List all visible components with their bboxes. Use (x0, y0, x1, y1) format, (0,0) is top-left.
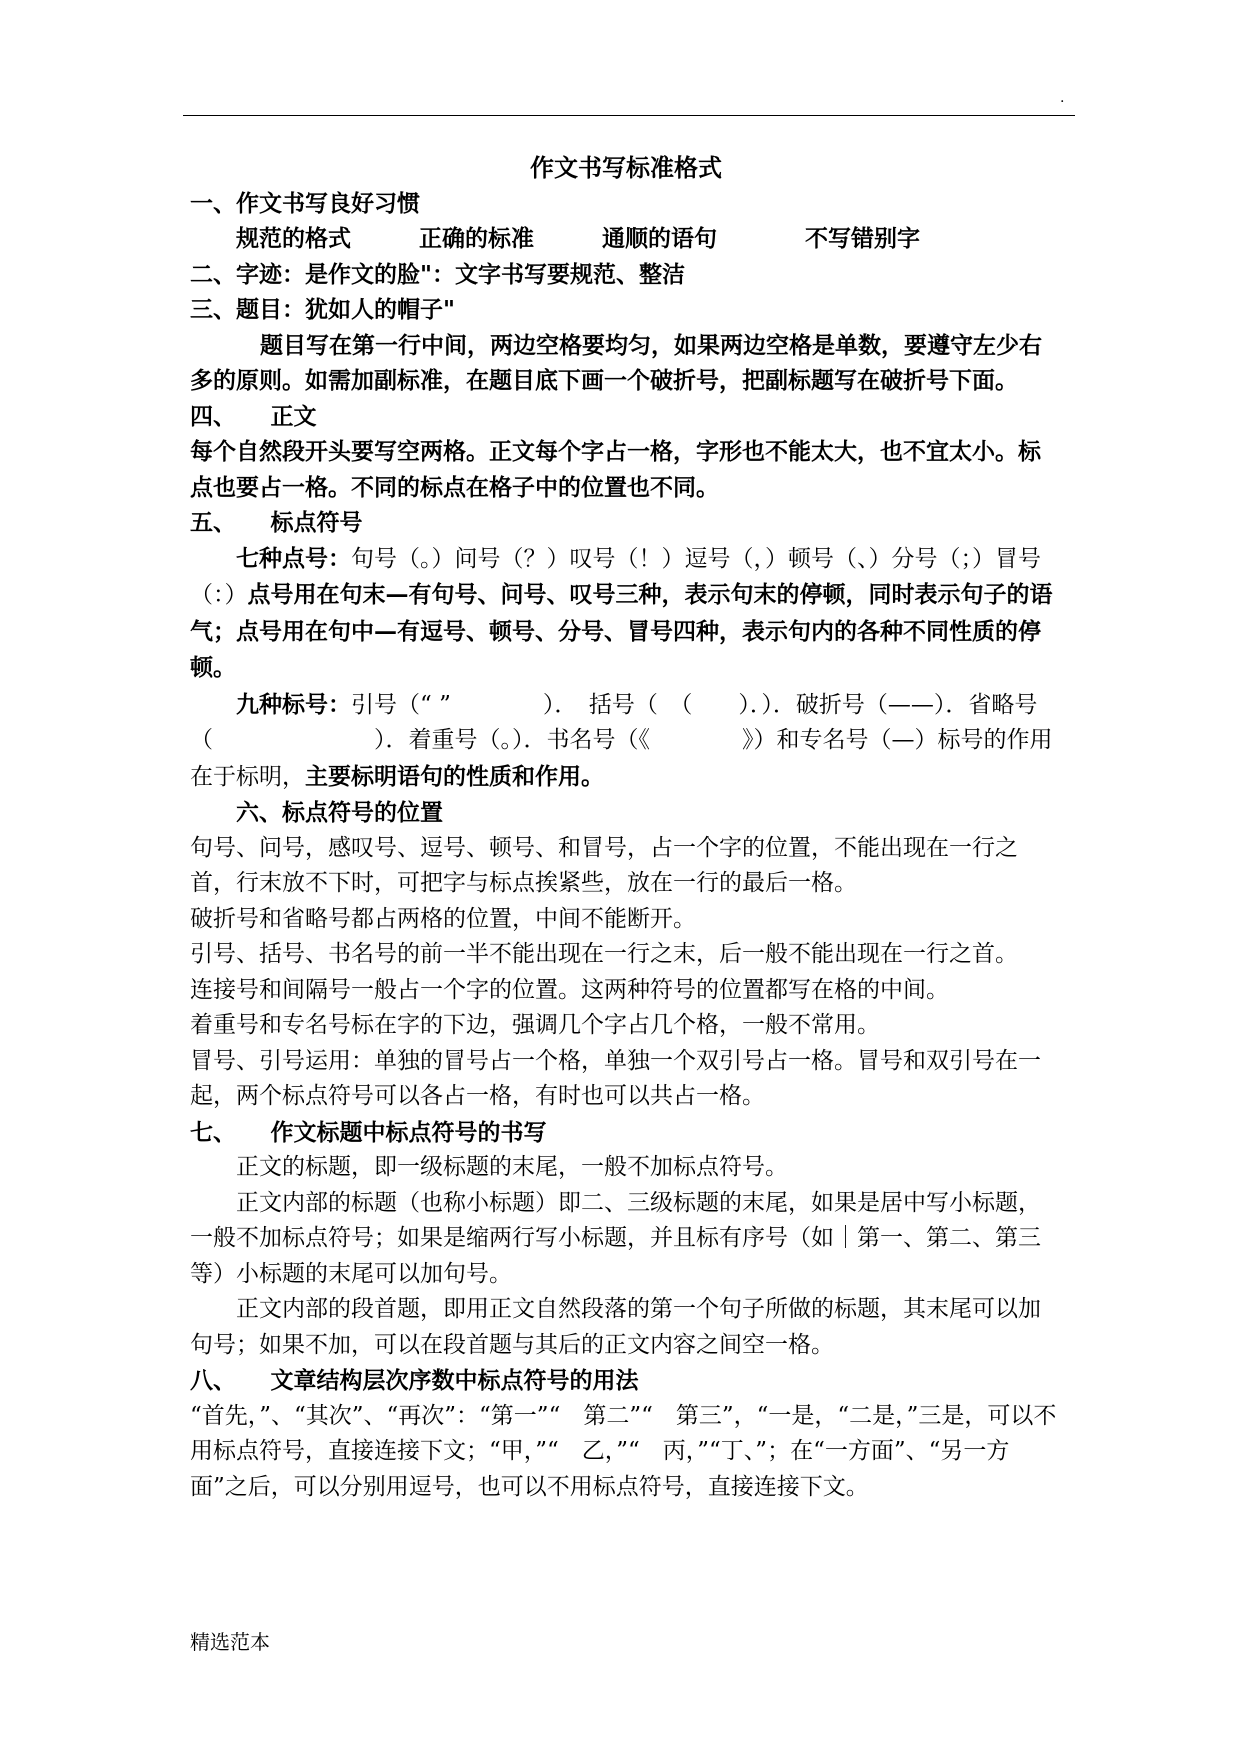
labeling-marks-explanation: 主要标明语句的性质和作用。 (305, 762, 604, 790)
section-1-heading: 一、作文书写良好习惯 (190, 189, 420, 217)
header-rule (183, 115, 1075, 116)
habit-item: 正确的标准 (419, 225, 535, 252)
section-5-heading: 五、 标点符号 (190, 509, 363, 536)
section-7-para: 正文内部的段首题，即用正文自然段落的第一个句子所做的标题，其末尾可以加句号；如果不加，可以在段首题与其后的正文内容之间空一格。 (190, 1296, 1041, 1358)
section-7-para: 正文内部的标题（也称小标题）即二、三级标题的末尾，如果是居中写小标题，一般不加标点符号；如果是缩两行写小标题，并且标有序号（如｜第一、第二、第三等）小标题的末尾可以加句号。 (190, 1189, 1041, 1287)
section-8-heading: 八、 文章结构层次序数中标点符号的用法 (190, 1367, 639, 1394)
document-body (190, 150, 1062, 1505)
section-6-heading: 六、标点符号的位置 (236, 799, 443, 826)
section-3-heading: 三、题目：犹如人的帽子" (190, 296, 455, 323)
section-6-line: 冒号、引号运用：单独的冒号占一个格，单独一个双引号占一格。冒号和双引号在一起，两个标点符号可以各占一格，有时也可以共占一格。 (190, 1047, 1041, 1109)
section-3-body: 题目写在第一行中间，两边空格要均匀，如果两边空格是单数，要遵守左少右多的原则。如需加副标准，在题目底下画一个破折号，把副标题写在破折号下面。 (190, 331, 1042, 394)
labeling-marks-label: 九种标号： (236, 690, 351, 718)
page-marker-dot: . (1060, 90, 1065, 106)
section-6-line: 引号、括号、书名号的前一半不能出现在一行之末，后一般不能出现在一行之首。 (190, 941, 1018, 967)
section-5-para-2 (190, 687, 1062, 796)
section-1-items (190, 221, 1062, 257)
section-6-line: 着重号和专名号标在字的下边，强调几个字占几个格，一般不常用。 (190, 1012, 880, 1038)
section-6-line: 破折号和省略号都占两格的位置，中间不能断开。 (190, 905, 696, 932)
section-5-para-1 (190, 541, 1062, 687)
section-7-heading: 七、 作文标题中标点符号的书写 (190, 1118, 547, 1146)
page-footer: 精选范本 (190, 1630, 270, 1654)
section-4-body: 每个自然段开头要写空两格。正文每个字占一格，字形也不能太大，也不宜太小。标点也要占一格。不同的标点在格子中的位置也不同。 (190, 438, 1041, 501)
section-4-heading: 四、 正文 (190, 402, 317, 430)
habit-item: 规范的格式 (236, 225, 351, 252)
habit-item: 通顺的语句 (602, 225, 718, 252)
labeling-marks-list: 引号（“ ” ）． 括号（ （ ）．）．破折号（——）．省略号（ ）．着重号（。）．书名号（《 》）和专名号（—）标号的作用在于标明， (190, 691, 1053, 790)
point-marks-list: 句号（。）问号（？）叹号（！）逗号（，）顿号（、）分号（；）冒号（：） (190, 545, 1041, 608)
point-marks-explanation: 点号用在句末—有句号、问号、叹号三种，表示句末的停顿，同时表示句子的语气；点号用在句中—有逗号、顿号、分号、冒号四种，表示句内的各种不同性质的停顿。 (190, 581, 1053, 681)
habit-item: 不写错别字 (805, 225, 921, 252)
section-2-heading: 二、字迹：是作文的脸"：文字书写要规范、整洁 (190, 260, 685, 288)
section-6-line: 句号、问号，感叹号、逗号、顿号、和冒号，占一个字的位置，不能出现在一行之首，行末放不下时，可把字与标点挨紧些，放在一行的最后一格。 (190, 834, 1018, 896)
document-title: 作文书写标准格式 (530, 153, 722, 182)
point-marks-label: 七种点号： (236, 544, 351, 572)
section-7-para: 正文的标题，即一级标题的末尾，一般不加标点符号。 (236, 1154, 788, 1180)
section-8-body: “首先，”、“其次”、“再次”：“第一”“ 第二”“ 第三”，“一是，“二是，”三是，可以不用标点符号，直接连接下文；“甲，”“ 乙，”“ 丙，”“丁、”；在“一方面”、“另一方面”之后，可以分别用逗号，也可以不用标点符号，直接连接下文。 (190, 1402, 1057, 1500)
section-6-line: 连接号和间隔号一般占一个字的位置。这两种符号的位置都写在格的中间。 (190, 976, 949, 1003)
